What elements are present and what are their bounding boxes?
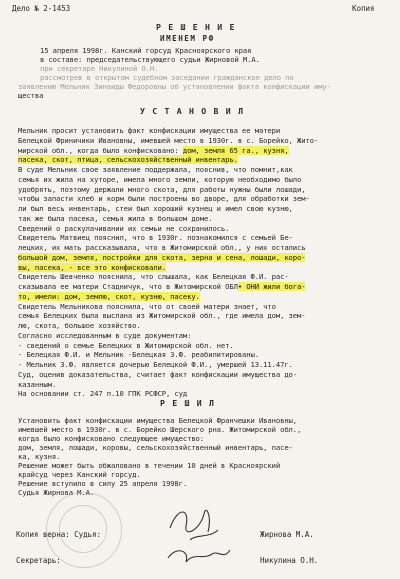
section-heading-established: У С Т А Н О В И Л	[140, 106, 245, 116]
body-line	[18, 224, 229, 233]
body-line	[18, 302, 276, 311]
body-text: семья их жила на хуторе, имела много земли, которую необходимо было	[18, 174, 302, 184]
body-line	[18, 331, 191, 340]
highlighted-text: то, имели: дом, землю, скот, кузню, пасеку.	[18, 291, 200, 301]
decision-line: ка, кузня.	[18, 452, 61, 461]
body-text: ли был весь инвентарь, стеи был хороший кузнец и имел свою кузню,	[18, 204, 293, 213]
body-text: Суд, оценив доказательства, считает факт конфискации имущества до-	[18, 369, 297, 379]
body-text: - Белецкая Ф.И. и Мельник -Белецкая З.Ф. реабилитированы.	[18, 350, 259, 360]
body-line	[18, 360, 293, 369]
highlighted-text: большой дом, земля, постройки для скота, зерна и сена, лошади, коро-	[18, 252, 306, 262]
intro-line: щества	[18, 91, 44, 100]
body-text: - Мельник З.Ф. является дочерью Белецкой Ф.И., умершей 13.11.47г.	[18, 360, 293, 369]
intro-line: при секретаре Никулиной О.Н.	[40, 64, 159, 73]
body-line	[18, 282, 305, 291]
body-text: так же была пасека, семья жила в большом доме.	[18, 213, 213, 223]
body-text: сказывала ее матери Стадничук, что в Житомирской ОБЛ	[18, 282, 238, 291]
body-text: В суде Мельник свое заявление поддержала, пояснив, что помнит,как	[18, 165, 293, 174]
body-text: Белецкой Фриничики Ивановны, имевшей место в 1930г. в с. Борейко, Жито-	[18, 135, 319, 145]
body-text: лецких, их мать рассказывала, что в Житомирской обл., у них остались	[18, 243, 306, 252]
body-text: Согласно исследованным в суде документам:	[18, 330, 192, 340]
document-title: Р Е Ш Е Н И Е	[156, 22, 236, 32]
judge-signature	[160, 500, 240, 570]
intro-line: заявлению Мельник Зинаиды Федоровны об установлении факта конфискации иму-	[18, 82, 331, 91]
intro-line: в составе: председательствующего судьи Жирновой М.А.	[40, 55, 260, 64]
body-line	[18, 146, 289, 155]
body-line	[18, 136, 318, 145]
body-line	[18, 292, 200, 301]
body-line	[18, 370, 297, 379]
body-line	[18, 214, 212, 223]
body-line	[18, 341, 234, 350]
body-line	[18, 389, 187, 398]
body-line	[18, 350, 259, 359]
body-text: казанным.	[18, 379, 57, 389]
decision-line: имевшей место в 1930г. в с. Борейко Шерского рна. Житомирской обл.,	[18, 425, 302, 434]
highlighted-text: вы, пасека, - все это конфисковали.	[18, 262, 166, 272]
body-line	[18, 233, 293, 242]
copy-certified-label: Копия верна: Судья:	[16, 530, 101, 539]
body-line	[18, 204, 293, 213]
body-text: чтобы запасти хлеб и корм были построены во дворе, для обработки зем-	[18, 194, 310, 204]
body-line	[18, 175, 301, 184]
body-text: мирской обл., когда было конфисковано:	[18, 145, 183, 155]
body-line	[18, 311, 305, 320]
decision-line: Решение вступило в силу 25 апреля 1998г.	[18, 479, 188, 488]
body-line	[18, 380, 56, 389]
intro-line: 15 апреля 1998г. Канский горсуд Красноярского края	[40, 46, 252, 55]
intro-line: рассмотрев в открытом судебном заседании гражданское дело по	[40, 73, 294, 82]
body-text: Свидетель Шевченко пояснила, что слышала, как Белецкая Ф.И. рас-	[18, 272, 289, 282]
copy-mark: Копия	[352, 4, 375, 13]
body-text: Свидетель Мельникова пояснила, что от своей матери знает, что	[18, 301, 276, 311]
body-line	[18, 272, 289, 281]
highlighted-text: пасека, скот, птица, сельскохозяйственный инвентарь.	[18, 155, 238, 165]
body-line	[18, 253, 305, 262]
body-line	[18, 321, 141, 330]
body-line	[18, 165, 293, 174]
document-subtitle: ИМЕНЕМ РФ	[160, 34, 215, 43]
highlighted-text: • ОНИ жили бога-	[237, 282, 306, 291]
decision-line: Установить факт конфискации имущества Белецкой Франчешки Ивановны,	[18, 416, 297, 425]
body-text: семья Белецких была выслана из Житомирской обл., где имела дом, зем-	[18, 311, 306, 321]
body-text: Свидетель Матвиец пояснил, что в 1930г. познакомился с семьей Бе-	[18, 233, 293, 243]
body-line	[18, 185, 305, 194]
body-text: Мельник просит установить факт конфискации имущества ее матери	[18, 126, 281, 135]
judge-name: Жирнова М.А.	[260, 530, 314, 539]
section-heading-decided: Р Е Ш И Л	[160, 398, 216, 408]
body-text: - сведений о семье Белецких в Житомирской обл. нет.	[18, 340, 234, 350]
decision-line: Решение может быть обжаловано в течении 10 дней в Красноярский	[18, 461, 281, 470]
body-text: удобрять, поэтому держали много скота, для работы нужны были лошади,	[18, 184, 306, 194]
secretary-label: Секретарь:	[16, 556, 61, 565]
decision-line: крайсуд через Канский горсуд.	[18, 470, 141, 479]
body-line	[18, 263, 166, 272]
body-line	[18, 155, 238, 164]
body-line	[18, 126, 280, 135]
body-text: Сведений о раскулачивании их семьи не сохранилось.	[18, 223, 230, 233]
body-line	[18, 243, 305, 252]
decision-line: дом, земля, лошади, коровы, сельскохозяйственный инвентарь, пасе-	[18, 443, 293, 452]
decision-line: Судья Жирнова М.А.	[18, 488, 95, 497]
body-text: На основании ст. 247 п.10 ГПК РСФСР, суд	[18, 389, 188, 399]
decision-line: когда было конфисковано следующее имущество:	[18, 434, 204, 443]
body-line	[18, 194, 310, 203]
secretary-name: Никулина О.Н.	[260, 556, 319, 565]
body-text: лю, скота, большое хозяйство.	[18, 321, 141, 330]
highlighted-text: дом, земля 65 га., кузня,	[182, 145, 289, 155]
case-number: Дело № 2-1453	[12, 4, 71, 13]
